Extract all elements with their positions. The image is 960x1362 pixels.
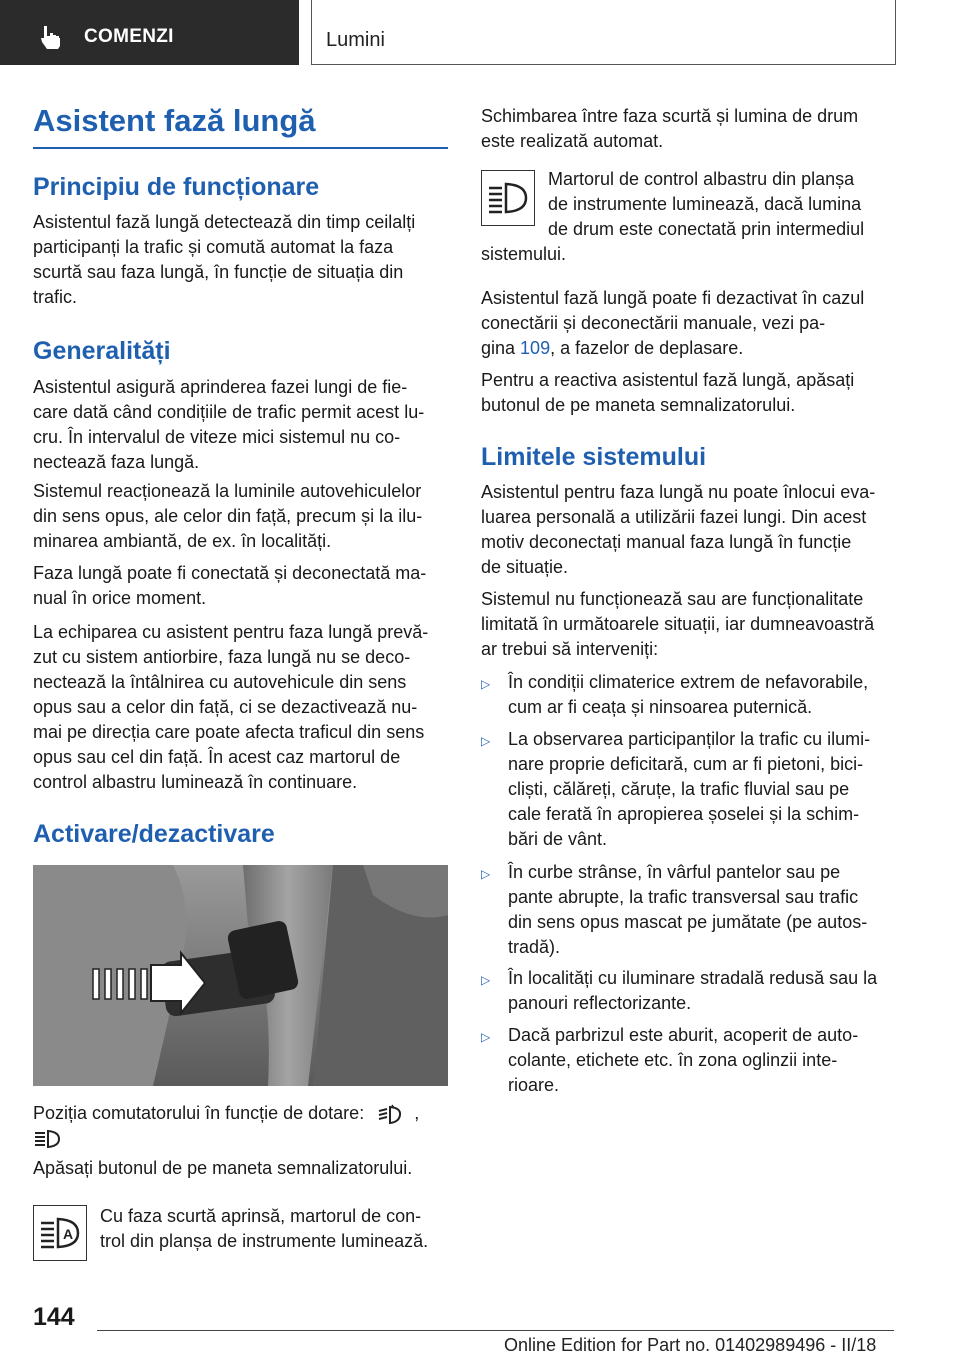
page-number: 144 [33, 1303, 75, 1331]
paragraph-generalitati-1: Asistentul asigură aprinderea fazei lungi de fie- care dată când condițiile de trafic permit acest lu- cru. În intervalul de viteze mici sistemul nu co- nectează faza lungă. [33, 377, 425, 472]
heading-principiu: Principiu de funcționare [33, 173, 320, 201]
paragraph-generalitati-4: La echiparea cu asistent pentru faza lungă prevă- zut cu sistem antiorbire, faza lungă nu se deco- nectează la întâlnirea cu autovehicule din sens opus sau a celor din față, ci se dezactivează nu- mai pe direcția care poate afecta traficul din sens opus sau cel din față. În acest caz martorul de control albastru luminează în continuare. [33, 622, 429, 792]
high-beam-lamp-icon [486, 178, 530, 218]
high-beam-assist-icon [377, 1103, 403, 1125]
lamp-high-beam-text: Martorul de control albastru din planșa de instrumente luminează, dacă lumina de drum este conectată prin intermediul [548, 169, 865, 239]
paragraph-reactivate: Pentru a reactiva asistentul fază lungă, apăsați butonul de pe maneta semnalizatorului. [481, 370, 855, 415]
indicator-lamp-high-beam [481, 170, 535, 226]
bullet-marker: ▷ [481, 973, 491, 987]
heading-limitele: Limitele sistemului [481, 443, 707, 471]
bullet-marker: ▷ [481, 677, 491, 691]
paragraph-principiu: Asistentul fază lungă detectează din timp ceilalți participanți la trafic și comută automat la faza scurtă sau faza lungă, în funcție de situația din trafic. [33, 212, 416, 307]
page-title: Asistent fază lungă [33, 103, 316, 138]
paragraph-limitele-1: Asistentul pentru faza lungă nu poate înlocui eva- luarea personală a utilizării fazei lungi. Din acest motiv deconectați manual faza lungă în funcție de situație. [481, 482, 876, 577]
paragraph-generalitati-2: Sistemul reacționează la luminile autovehiculelor din sens opus, ale celor din față, precum și la ilu- minarea ambiantă, de ex. în localități. [33, 481, 423, 551]
heading-activare: Activare/dezactivare [33, 820, 275, 848]
bullet-marker: ▷ [481, 734, 491, 748]
section-tab-label: COMENZI [84, 26, 174, 47]
list-item: În curbe strânse, în vârful pantelor sau pe pante abrupte, la trafic transversal sau trafic din sens opus mascat pe jumătate (pe autos- tradă). [508, 862, 868, 957]
hand-pointer-icon [38, 24, 66, 50]
chapter-tab[interactable] [311, 0, 896, 65]
paragraph-generalitati-3: Faza lungă poate fi conectată și deconectată ma- nual în orice moment. [33, 563, 427, 608]
press-button-instruction: Apăsați butonul de pe maneta semnalizatorului. [33, 1158, 413, 1178]
bullet-marker: ▷ [481, 867, 491, 881]
page-link-109[interactable]: 109 [520, 338, 551, 358]
title-divider [33, 147, 448, 149]
footer-edition: Online Edition for Part no. 01402989496 - II/18 [504, 1335, 877, 1355]
list-item: În condiții climaterice extrem de nefavorabile, cum ar fi ceața și ninsoarea puternică. [508, 672, 869, 717]
high-beam-assist-lamp-icon [38, 1213, 82, 1253]
list-item: La observarea participanților la trafic cu ilumi- nare proprie deficitară, cum ar fi pietoni, bici- cliști, călăreți, căruțe, la trafic fluvial sau pe cale ferată în apropierea șoselei și la schim- bări de vânt. [508, 729, 871, 849]
section-tab[interactable] [0, 0, 299, 65]
list-item: În localități cu iluminare stradală redusă sau la panouri reflectorizante. [508, 968, 878, 1013]
turn-signal-stalk-illustration [33, 865, 448, 1086]
paragraph-limitele-2: Sistemul nu funcționează sau are funcționalitate limitată în următoarele situații, iar dumneavoastră ar trebui să interveniți: [481, 589, 875, 659]
switch-position-caption: Poziția comutatorului în funcție de dotare: , [33, 1101, 419, 1151]
heading-generalitati: Generalități [33, 337, 171, 365]
lamp-low-beam-text: Cu faza scurtă aprinsă, martorul de con- trol din planșa de instrumente luminează. [100, 1206, 429, 1251]
list-item: Dacă parbrizul este aburit, acoperit de auto- colante, etichete etc. în zona oglinzii inte- rioare. [508, 1025, 859, 1095]
paragraph-deactivation: Asistentul fază lungă poate fi dezactivat în cazul conectării și deconectării manuale, vezi pa- gina 109, a fazelor de deplasare. [481, 288, 865, 358]
indicator-lamp-low-beam [33, 1205, 87, 1261]
bullet-marker: ▷ [481, 1030, 491, 1044]
chapter-tab-label: Lumini [326, 29, 385, 51]
high-beam-icon [33, 1128, 61, 1150]
footer-divider [97, 1330, 894, 1331]
paragraph-switching: Schimbarea între faza scurtă și lumina de drum este realizată automat. [481, 106, 859, 151]
lamp-high-beam-text-tail: sistemului. [481, 244, 567, 264]
svg-text:A: A [63, 1226, 74, 1242]
